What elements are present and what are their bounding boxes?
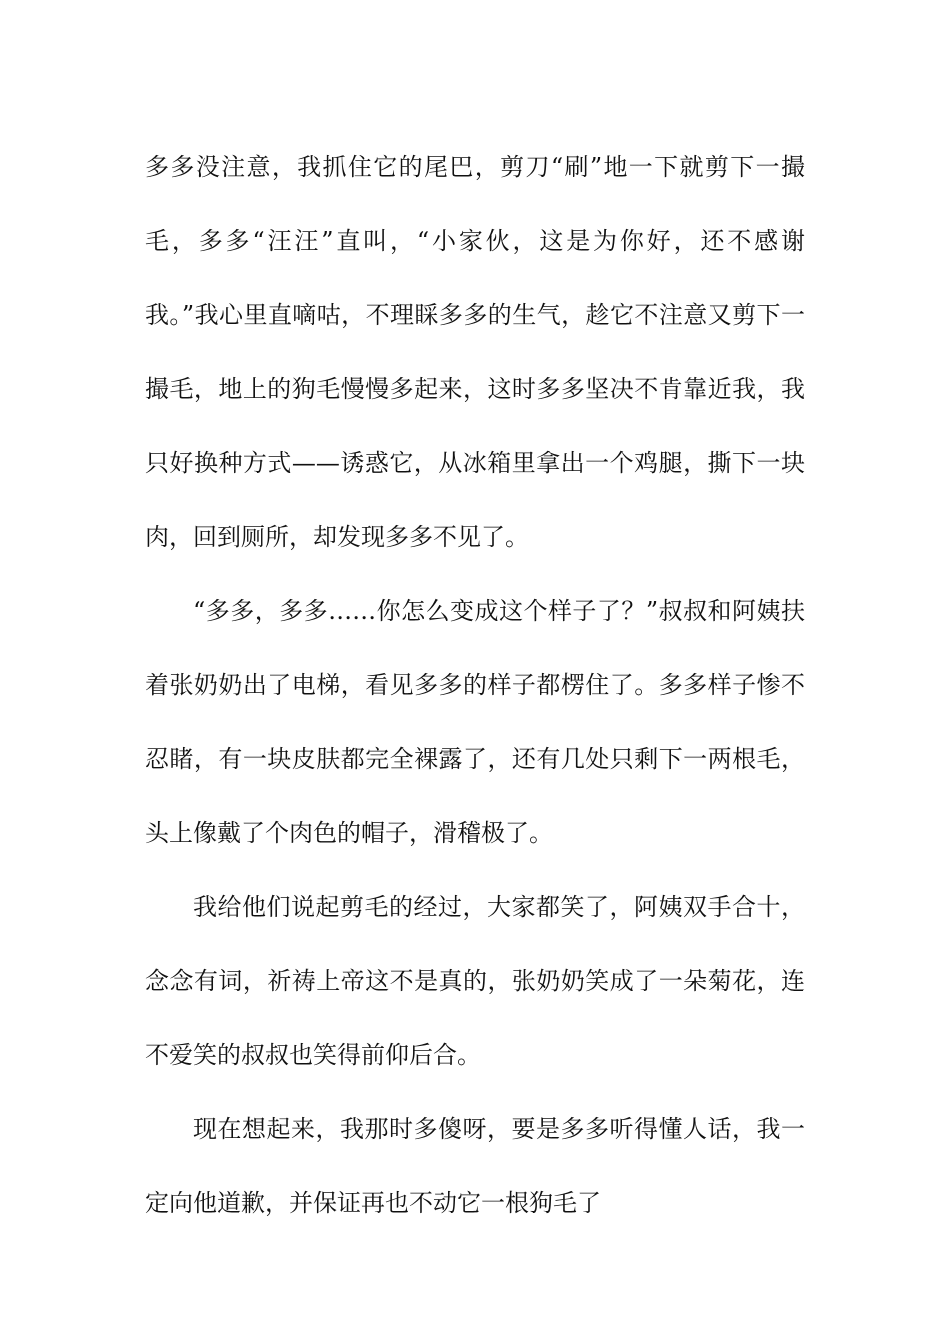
document-body <box>145 130 805 1240</box>
paragraph-1: 多多没注意，我抓住它的尾巴，剪刀“刷”地一下就剪下一撮毛，多多“汪汪”直叫，“小家伙，这是为你好，还不感谢我。”我心里直嘀咕，不理睬多多的生气，趁它不注意又剪下一撮毛，地上的狗毛慢慢多起来，这时多多坚决不肯靠近我，我只好换种方式——诱惑它，从冰箱里拿出一个鸡腿，撕下一块肉，回到厕所，却发现多多不见了。 <box>145 153 805 551</box>
paragraph-4: 现在想起来，我那时多傻呀，要是多多听得懂人话，我一定向他道歉，并保证再也不动它一根狗毛了 <box>145 1115 805 1217</box>
paragraph-2: “多多，多多……你怎么变成这个样子了？”叔叔和阿姨扶着张奶奶出了电梯，看见多多的样子都楞住了。多多样子惨不忍睹，有一块皮肤都完全裸露了，还有几处只剩下一两根毛，头上像戴了个肉色的帽子，滑稽极了。 <box>145 597 805 847</box>
paragraph-3: 我给他们说起剪毛的经过，大家都笑了，阿姨双手合十，念念有词，祈祷上帝这不是真的，张奶奶笑成了一朵菊花，连不爱笑的叔叔也笑得前仰后合。 <box>145 893 805 1069</box>
